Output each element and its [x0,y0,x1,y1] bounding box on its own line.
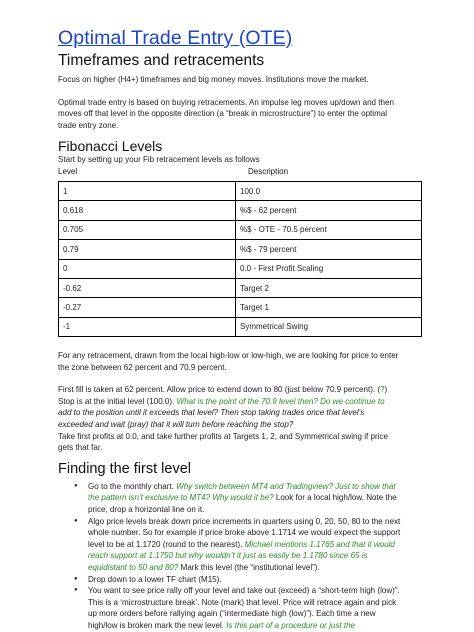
comment-text: add to the position until it exceeds that level? Then stop taking trades once that level’s [58,408,365,418]
paragraph-ote [58,97,422,132]
cell-description: Target 1 [236,298,422,317]
comment-text: Why switch between MT4 and Tradingview? Just to show that [176,481,396,491]
header-description: Description [248,166,289,176]
heading-fibonacci: Fibonacci Levels [58,138,163,155]
fill-line [58,396,422,408]
document-title: Optimal Trade Entry (OTE) [58,27,293,49]
list-item [88,574,422,586]
comment-text: Is this part of a procedure or just the [226,620,356,630]
cell-level: 0 [59,259,236,278]
cell-description: %$ - OTE - 70.5 percent [236,220,422,239]
list-item [88,481,422,516]
fill-line [58,384,422,396]
table-header [58,167,422,177]
comment-text: exceeded and wait (pray) that it will turn before reaching the stop? [58,420,294,430]
header-level: Level [58,166,78,176]
step-text: You want to see price rally off your level and take out (exceed) a “short-term high (low)”. [88,586,400,596]
fill-line: Take first profits at 0.0, and take further profits at Targets 1, 2, and Symmetrical swing if price [58,431,388,441]
step-text: level to be at 1.1720 (round to the nearest). [88,539,245,549]
fill-text: ) [384,385,388,395]
cell-description: %$ - 79 percent [236,240,422,259]
cell-description: Symmetrical Swing [236,317,422,336]
cell-level: -0.62 [59,278,236,297]
step-text: Algo price levels break down price increments in quarters using 0, 20, 50, 80 to the next [88,516,401,526]
steps-list [58,481,422,632]
retrace-line: For any retracement, drawn from the local high-low or low-high, we are looking for price to enter [58,351,399,361]
step-text: price, drop a horizontal line on it. [88,505,205,515]
cell-description: Target 2 [236,278,422,297]
comment-text: reach support at 1.1750 but why wouldn’t it just as easily be 1.1780 since 65 is [88,551,368,561]
paragraph-fib-intro: Start by setting up your Fib retracement levels as follows [58,155,260,165]
step-text: whole number. So for example if price broke above 1.1714 we would expect the support [88,528,401,538]
table-row [59,278,422,297]
fib-levels-table [58,181,422,337]
ote-line: Optimal trade entry is based on buying retracements. An impulse leg moves up/down and then [58,97,394,107]
ote-line: moves off that level in the opposite direction (a “break in microstructure”) to enter the optimal [58,109,388,119]
step-text: Mark this level (the “institutional level”). [178,563,320,572]
table-row [59,201,422,220]
cell-level: 1 [59,181,236,200]
cell-description: %$ - 62 percent [236,201,422,220]
table-row [59,240,422,259]
retrace-line: the zone between 62 percent and 70.9 percent. [58,362,227,372]
table-row [59,220,422,239]
cell-level: 0.705 [59,220,236,239]
step-text: high/low is broken mark the new level. [88,620,227,630]
step-text: up more orders before rallying again (“intermediate high (low)”). Each time a new [88,609,376,619]
cell-level: -1 [59,317,236,336]
table-row [59,181,422,200]
list-item [88,516,422,574]
fill-line: gets that far. [58,443,103,453]
step-text: Drop down to a lower TF chart (M15). [88,574,222,584]
cell-description: 100.0 [236,181,422,200]
heading-timeframes: Timeframes and retracements [58,52,265,69]
cell-level: -0.27 [59,298,236,317]
cell-level: 0.79 [59,240,236,259]
heading-finding-first-level: Finding the first level [58,460,191,477]
cell-description: 0.0 - First Profit Scaling [236,259,422,278]
list-item [88,585,422,631]
cell-level: 0.618 [59,201,236,220]
table-row [59,317,422,336]
step-text: This is a ‘microstructure break’. Note (mark) that level. Price will retrace again and pick [88,597,397,607]
paragraph-first-fill [58,384,422,454]
paragraph-focus: Focus on higher (H4+) timeframes and big money moves. Institutions move the market. [58,75,369,84]
comment-text: What is the point of the 70.9 level then? Do we continue to [176,396,385,406]
ote-line: trade entry zone. [58,120,119,130]
fill-text: First fill is taken at 62 percent. Allow price to extend down to 80 (just below 70.9 percent). ( [58,385,381,395]
comment-text: Michael mentions 1.1765 and that it would [244,539,395,549]
table-row [59,259,422,278]
table-row [59,298,422,317]
step-text: Look for a local high/low. Note the [273,493,397,503]
comment-text: the pattern isn’t exclusive to MT4? Why would it be? [88,493,274,503]
paragraph-retracement [58,350,422,373]
question-mark: ? [380,385,385,395]
fill-text: Stop is at the initial level (100.0). [58,396,177,406]
comment-text: equidistant to 50 and 80? [88,563,179,572]
step-text: Go to the monthly chart. [88,481,177,491]
